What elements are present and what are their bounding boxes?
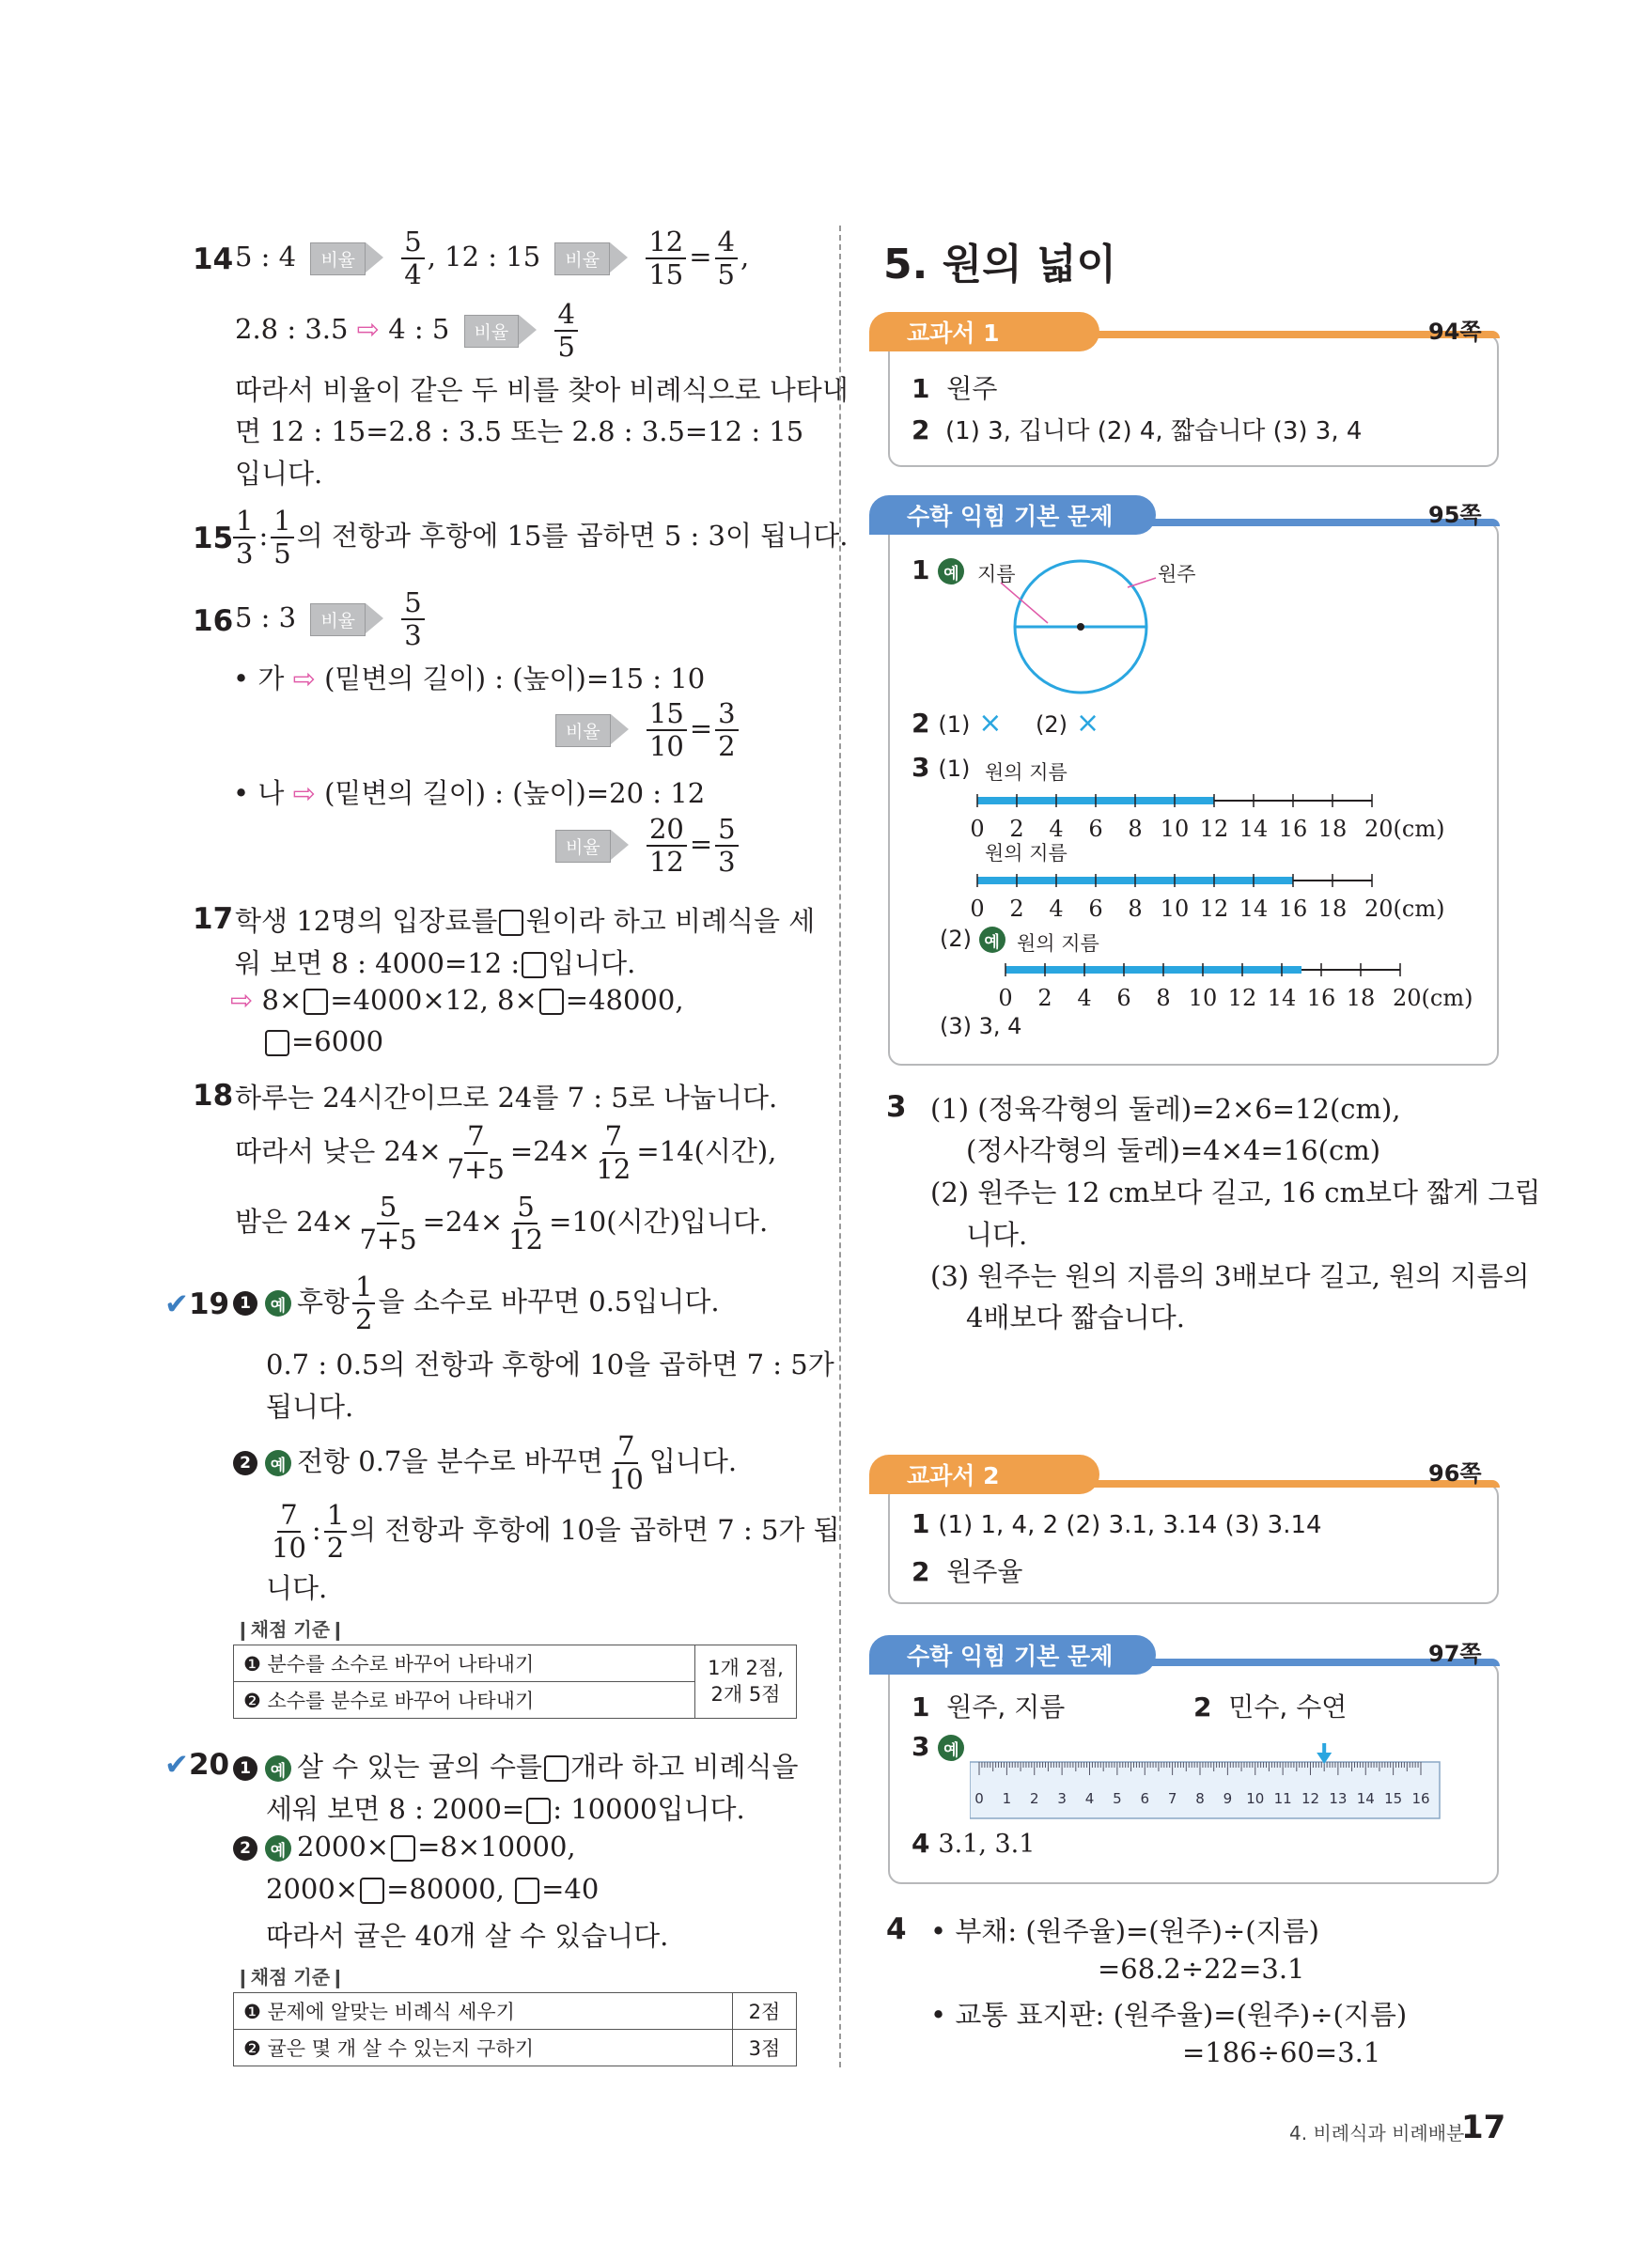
box1-line2: 2 (1) 3, 깁니다 (2) 4, 짧습니다 (3) 3, 4 xyxy=(912,414,1363,445)
box4-line4: 4 3.1, 3.1 xyxy=(912,1828,1036,1859)
box2-q3-3: (3) 3, 4 xyxy=(940,1013,1022,1039)
tick-label: 4 xyxy=(1049,896,1064,922)
problem-15-line: $\frac{1}{3}$ : $\frac{1}{5}$ 의 전항과 후항에 15를 곱하면 5 : 3이 됩니다. xyxy=(230,507,848,568)
fraction: $\frac{12}{15}$ xyxy=(646,228,686,288)
problem-3-number: 3 xyxy=(886,1090,907,1124)
problem-20-number: ✔20 xyxy=(164,1748,230,1782)
ruler-label: 16 xyxy=(1411,1790,1430,1807)
tab-textbook-2: 교과서 2 xyxy=(869,1455,1099,1494)
section-title: 5. 원의 넓이 xyxy=(883,241,1116,288)
cross-icon: × xyxy=(978,707,1003,740)
problem-3-line6: 4배보다 짧습니다. xyxy=(966,1302,1185,1333)
problem-17-number: 17 xyxy=(193,902,234,936)
problem-19-line4: 2 예 전항 0.7을 분수로 바꾸면 $\frac{7}{10}$ 입니다. xyxy=(233,1433,737,1493)
ruler-label: 15 xyxy=(1384,1790,1403,1807)
ratio-tag: 비율 xyxy=(555,830,611,863)
page-ref: 94쪽 xyxy=(1428,319,1482,345)
box4-line1: 1 원주, 지름 xyxy=(912,1692,1066,1723)
tick-label: 6 xyxy=(1116,985,1131,1011)
ratio-tag: 비율 xyxy=(555,714,611,747)
grading-row: ❶ 문제에 알맞는 비례식 세우기 xyxy=(234,1993,733,2030)
problem-19-line5: $\frac{7}{10}$ : $\frac{1}{2}$ 의 전항과 후항에 10을 곱하면 7 : 5가 됩 xyxy=(266,1502,840,1562)
tick-label: 20(cm) xyxy=(1393,985,1473,1011)
problem-14-line3: 따라서 비율이 같은 두 비를 찾아 비례식으로 나타내 xyxy=(235,374,849,406)
number-line-1 xyxy=(968,780,1494,846)
box1-line1: 1 원주 xyxy=(912,373,998,404)
fraction: $\frac{7}{12}$ xyxy=(596,1120,631,1185)
blank-box xyxy=(499,910,523,936)
example-icon: 예 xyxy=(265,1835,291,1862)
number-line-label: 원의 지름 xyxy=(985,761,1068,784)
ruler-label: 0 xyxy=(974,1790,984,1807)
fraction: $\frac{5}{3}$ xyxy=(715,816,738,876)
problem-14-number: 14 xyxy=(193,242,234,276)
problem-4-line1: • 부채: (원주율)=(원주)÷(지름) xyxy=(930,1915,1319,1947)
problem-16-ga: • 가 ⇨ (밑변의 길이) : (높이)=15 : 10 xyxy=(233,663,706,694)
problem-3-line4: 니다. xyxy=(966,1219,1028,1251)
problem-17-line3: ⇨ 8× =4000×12, 8× =48000, xyxy=(230,984,684,1016)
problem-4-number: 4 xyxy=(886,1912,907,1946)
fraction: $\frac{7}{7+5}$ xyxy=(446,1120,505,1185)
problem-14-line2: 2.8 : 3.5 ⇨ 4 : 5 비율 $\frac{4}{5}$ xyxy=(235,301,581,361)
problem-3-line3: (2) 원주는 12 cm보다 길고, 16 cm보다 짧게 그립 xyxy=(930,1177,1541,1208)
tick-label: 10 xyxy=(1188,985,1218,1011)
ratio-tag: 비율 xyxy=(464,315,520,348)
circumference-label: 원주 xyxy=(1158,563,1196,585)
check-icon: ✔ xyxy=(164,1748,189,1782)
number-line-label: 원의 지름 xyxy=(985,842,1068,865)
fraction: $\frac{1}{2}$ xyxy=(352,1273,375,1333)
grading-table: ❶ 분수를 소수로 바꾸어 나타내기 1개 2점, 2개 5점 ❷ 소수를 분수로 바꾸어 나타내기 xyxy=(233,1645,797,1719)
box2-q3: 3 (1) xyxy=(912,752,971,783)
ruler-label: 4 xyxy=(1084,1790,1095,1807)
blank-box xyxy=(539,989,564,1015)
number-line-3 xyxy=(996,949,1522,1015)
ruler-label: 3 xyxy=(1057,1790,1067,1807)
problem-3-line5: (3) 원주는 원의 지름의 3배보다 길고, 원의 지름의 xyxy=(930,1260,1530,1292)
tick-label: 2 xyxy=(1037,985,1052,1011)
example-icon: 예 xyxy=(265,1290,291,1317)
problem-20-line1: 1 예 살 수 있는 귤의 수를 개라 하고 비례식을 xyxy=(233,1746,799,1785)
problem-19-line1: 1 예 후항 $\frac{1}{2}$ 을 소수로 바꾸면 0.5입니다. xyxy=(233,1273,720,1333)
grading-row: ❶ 분수를 소수로 바꾸어 나타내기 xyxy=(234,1645,695,1682)
problem-14-line4: 면 12 : 15=2.8 : 3.5 또는 2.8 : 3.5=12 : 15 xyxy=(235,415,804,447)
arrow-icon: ⇨ xyxy=(292,777,316,809)
problem-3-line1: (1) (정육각형의 둘레)=2×6=12(cm), xyxy=(930,1093,1401,1125)
fraction: $\frac{5}{3}$ xyxy=(401,589,424,649)
diameter-label: 지름 xyxy=(977,563,1016,585)
box2-q3-2: (2) 예 xyxy=(940,926,1011,953)
grading-row: ❷ 소수를 분수로 바꾸어 나타내기 xyxy=(234,1682,695,1719)
tick-label: 10 xyxy=(1160,896,1190,922)
tick-label: 20(cm) xyxy=(1364,816,1445,842)
ratio-tag: 비율 xyxy=(554,242,610,275)
tick-label: 10 xyxy=(1160,816,1190,842)
tick-label: 12 xyxy=(1199,896,1229,922)
grading-table: ❶ 문제에 알맞는 비례식 세우기 2점 ❷ 귤은 몇 개 살 수 있는지 구하기 3점 xyxy=(233,1992,797,2066)
tick-label: 14 xyxy=(1239,896,1269,922)
arrow-icon: ⇨ xyxy=(356,313,380,345)
box2-q2: 2 (1) × (2) × xyxy=(912,707,1100,740)
box2-q1: 1 예 xyxy=(912,554,970,585)
tab-practice-95: 수학 익힘 기본 문제 xyxy=(869,495,1156,535)
problem-17-line1: 학생 12명의 입장료를 원이라 하고 비례식을 세 xyxy=(235,905,816,937)
box3-line1: 1 (1) 1, 4, 2 (2) 3.1, 3.14 (3) 3.14 xyxy=(912,1508,1322,1539)
ruler-label: 8 xyxy=(1195,1790,1205,1807)
page-ref: 96쪽 xyxy=(1428,1460,1482,1487)
column-divider xyxy=(839,226,841,2067)
tick-label: 4 xyxy=(1077,985,1092,1011)
blank-box xyxy=(526,1798,551,1824)
example-icon: 예 xyxy=(938,558,964,585)
tick-label: 20(cm) xyxy=(1364,896,1445,922)
tick-label: 8 xyxy=(1128,896,1143,922)
circle-diagram xyxy=(977,559,1203,709)
problem-19-number: ✔19 xyxy=(164,1287,230,1321)
fraction: $\frac{4}{5}$ xyxy=(715,228,738,288)
blank-box xyxy=(265,1030,289,1056)
page-ref: 95쪽 xyxy=(1428,502,1482,528)
fraction: $\frac{15}{10}$ xyxy=(647,700,687,760)
box3-line2: 2 원주율 xyxy=(912,1556,1023,1587)
tick-label: 0 xyxy=(970,896,985,922)
ruler-label: 5 xyxy=(1113,1790,1122,1807)
arrow-icon: ⇨ xyxy=(230,984,254,1016)
problem-20-line4: 2000× =80000, =40 xyxy=(266,1873,600,1905)
fraction: $\frac{20}{12}$ xyxy=(647,816,687,876)
tick-label: 0 xyxy=(998,985,1013,1011)
tick-label: 8 xyxy=(1156,985,1171,1011)
tick-label: 0 xyxy=(970,816,985,842)
fraction: $\frac{1}{5}$ xyxy=(271,507,293,568)
tick-label: 14 xyxy=(1267,985,1297,1011)
fraction: $\frac{7}{10}$ xyxy=(608,1430,644,1495)
arrow-icon: ⇨ xyxy=(292,663,316,694)
problem-16-ga-ratio: 비율 $\frac{15}{10}$ = $\frac{3}{2}$ xyxy=(550,700,741,760)
problem-16-na-ratio: 비율 $\frac{20}{12}$ = $\frac{5}{3}$ xyxy=(550,816,741,876)
tick-label: 2 xyxy=(1009,896,1024,922)
tick-label: 6 xyxy=(1088,896,1103,922)
check-icon: ✔ xyxy=(164,1287,189,1321)
grading-title: ❙채점 기준❙ xyxy=(235,1618,346,1641)
tick-label: 18 xyxy=(1317,896,1348,922)
tick-label: 4 xyxy=(1049,816,1064,842)
problem-14-line1: 5 : 4 비율 $\frac{5}{4}$ , 12 : 15 비율 $\frac{12}{15}$ = $\frac{4}{5}$ , xyxy=(235,226,750,290)
fraction: $\frac{5}{7+5}$ xyxy=(359,1191,417,1255)
problem-4-line3: • 교통 표지판: (원주율)=(원주)÷(지름) xyxy=(930,1999,1408,2031)
example-icon: 예 xyxy=(938,1735,964,1761)
problem-20-line3: 2 예 2000× =8×10000, xyxy=(233,1831,576,1863)
blank-box xyxy=(515,1878,539,1904)
problem-16-line1: 5 : 3 비율 $\frac{5}{3}$ xyxy=(235,589,428,649)
ruler-label: 6 xyxy=(1140,1790,1150,1807)
blank-box xyxy=(544,1755,569,1782)
tick-label: 6 xyxy=(1088,816,1103,842)
ruler-label: 12 xyxy=(1301,1790,1320,1807)
ruler-label: 9 xyxy=(1223,1790,1233,1807)
ruler-label: 1 xyxy=(1002,1790,1012,1807)
tab-practice-97: 수학 익힘 기본 문제 xyxy=(869,1635,1156,1675)
problem-4-line4: =186÷60=3.1 xyxy=(1182,2036,1381,2068)
tick-label: 2 xyxy=(1009,816,1024,842)
problem-19-line6: 니다. xyxy=(266,1572,328,1604)
example-icon: 예 xyxy=(979,927,1005,953)
problem-18-line3: 밤은 24× $\frac{5}{7+5}$ =24× $\frac{5}{12}$ =10(시간)입니다. xyxy=(235,1191,769,1255)
tab-textbook-1: 교과서 1 xyxy=(869,312,1099,351)
tick-label: 8 xyxy=(1128,816,1143,842)
problem-3-line2: (정사각형의 둘레)=4×4=16(cm) xyxy=(966,1134,1381,1166)
ruler-label: 13 xyxy=(1329,1790,1348,1807)
ruler-label: 10 xyxy=(1246,1790,1265,1807)
tick-label: 16 xyxy=(1278,816,1308,842)
fraction: $\frac{3}{2}$ xyxy=(715,700,738,760)
number-line-label: 원의 지름 xyxy=(1017,932,1099,955)
tick-label: 12 xyxy=(1199,816,1229,842)
fraction: $\frac{1}{3}$ xyxy=(233,507,256,568)
ruler xyxy=(970,1743,1458,1823)
fraction: $\frac{1}{2}$ xyxy=(324,1502,347,1562)
problem-18-line2: 따라서 낮은 24× $\frac{7}{7+5}$ =24× $\frac{7}{12}$ =14(시간), xyxy=(235,1120,777,1185)
problem-14-line5: 입니다. xyxy=(235,458,323,490)
tick-label: 16 xyxy=(1278,896,1308,922)
problem-16-na: • 나 ⇨ (밑변의 길이) : (높이)=20 : 12 xyxy=(233,777,706,809)
grading-row: ❷ 귤은 몇 개 살 수 있는지 구하기 xyxy=(234,2030,733,2066)
blank-box xyxy=(304,989,328,1015)
box4-line3: 3 예 xyxy=(912,1731,970,1762)
tick-label: 18 xyxy=(1317,816,1348,842)
page-number: 17 xyxy=(1461,2109,1506,2146)
problem-18-line1: 하루는 24시간이므로 24를 7 : 5로 나눕니다. xyxy=(235,1082,778,1114)
tick-label: 12 xyxy=(1227,985,1257,1011)
grading-title: ❙채점 기준❙ xyxy=(235,1966,346,1988)
problem-19-line2: 0.7 : 0.5의 전항과 후항에 10을 곱하면 7 : 5가 xyxy=(266,1349,834,1380)
chapter-footer: 4. 비례식과 비례배분 xyxy=(1289,2122,1465,2144)
example-icon: 예 xyxy=(265,1755,291,1782)
ruler-label: 7 xyxy=(1167,1790,1177,1807)
blank-box xyxy=(360,1878,384,1904)
step-2-icon: 2 xyxy=(233,1451,257,1475)
tick-label: 16 xyxy=(1306,985,1336,1011)
box4-line2: 2 민수, 수연 xyxy=(1193,1692,1348,1723)
circumference-pointer xyxy=(1128,578,1156,587)
problem-17-line4: =6000 xyxy=(263,1025,383,1057)
problem-18-number: 18 xyxy=(193,1079,234,1113)
ratio-tag: 비율 xyxy=(310,242,366,275)
step-1-icon: 1 xyxy=(233,1291,257,1316)
fraction: $\frac{5}{4}$ xyxy=(401,228,424,288)
blank-box xyxy=(522,952,546,978)
blank-box xyxy=(391,1835,415,1862)
problem-16-number: 16 xyxy=(193,604,234,638)
problem-4-line2: =68.2÷22=3.1 xyxy=(1098,1953,1305,1985)
fraction: $\frac{5}{12}$ xyxy=(508,1191,544,1255)
diameter-pointer xyxy=(1001,583,1048,623)
step-1-icon: 1 xyxy=(233,1756,257,1781)
cross-icon: × xyxy=(1075,707,1100,740)
tick-label: 18 xyxy=(1346,985,1376,1011)
fraction: $\frac{7}{10}$ xyxy=(272,1499,306,1564)
center-point xyxy=(1077,623,1084,631)
problem-15-number: 15 xyxy=(193,522,234,555)
problem-17-line2: 워 보면 8 : 4000=12 : 입니다. xyxy=(235,947,636,979)
ruler-label: 14 xyxy=(1356,1790,1375,1807)
page-ref: 97쪽 xyxy=(1428,1641,1482,1667)
problem-19-line3: 됩니다. xyxy=(266,1391,354,1423)
problem-20-line2: 세워 보면 8 : 2000= : 10000입니다. xyxy=(266,1793,745,1825)
ruler-label: 2 xyxy=(1029,1790,1039,1807)
number-line-2 xyxy=(968,860,1494,926)
problem-20-line5: 따라서 귤은 40개 살 수 있습니다. xyxy=(266,1920,669,1952)
step-2-icon: 2 xyxy=(233,1836,257,1861)
fraction: $\frac{4}{5}$ xyxy=(554,301,577,361)
ratio-tag: 비율 xyxy=(310,603,366,636)
example-icon: 예 xyxy=(265,1450,291,1476)
diameter-bar xyxy=(1005,966,1301,974)
tick-label: 14 xyxy=(1239,816,1269,842)
ruler-label: 11 xyxy=(1273,1790,1292,1807)
